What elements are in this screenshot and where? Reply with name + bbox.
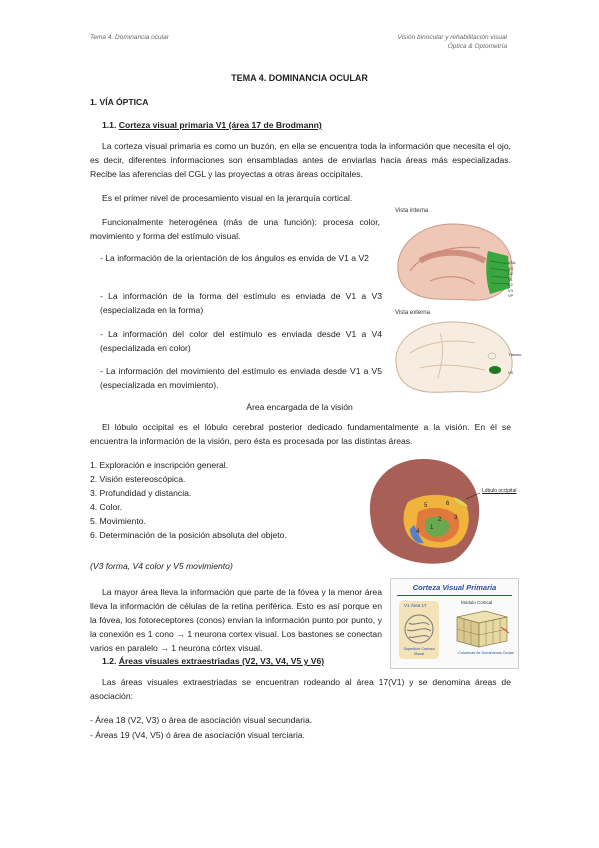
list-item: 5. Movimiento. [90, 516, 146, 526]
numbered-list [90, 458, 360, 542]
brain-views-figure [390, 208, 520, 398]
cortical-module-cube [451, 607, 511, 649]
note-text: (V3 forma, V4 color y V5 movimiento) [90, 561, 233, 571]
figure-label-occipital: Lóbulo occipital [482, 488, 517, 494]
list-item: 1. Exploración e inscripción general. [90, 460, 229, 470]
subsection-number: 1.1. [102, 120, 117, 130]
figure-label-internal: Vista interna [395, 208, 429, 214]
page-header-right [398, 33, 507, 51]
list-item: 2. Visión estereoscópica. [90, 474, 186, 484]
area-number: 6 [446, 501, 450, 507]
area-number: 2 [438, 517, 442, 523]
area-label: V3 [508, 265, 513, 271]
figure-title: Corteza Visual Primaria [412, 583, 497, 592]
label-talamo: Tálamo [508, 352, 522, 357]
page-title: TEMA 4. DOMINANCIA OCULAR [231, 73, 368, 83]
area-label: V3A [508, 260, 516, 265]
list-item: 6. Determinación de la posición absoluta del objeto. [90, 530, 287, 540]
primary-visual-cortex-figure [390, 578, 519, 669]
surface-label: Superficie Corteza Visual [403, 647, 435, 656]
v1-label: V1 Área 17 [404, 603, 427, 608]
area-number: 5 [424, 503, 428, 509]
figure-caption: Área encargada de la visión [246, 402, 353, 412]
figure-label-external: Vista externa [395, 310, 430, 316]
area-label: V1 [508, 276, 513, 282]
subsection-heading-1 [102, 118, 322, 132]
paragraph-2: Es el primer nivel de procesamiento visual en la jerarquía cortical. [102, 193, 353, 203]
label-v5: V5 [508, 370, 513, 375]
brain-internal-view [390, 216, 520, 306]
subsection-number: 1.2. [102, 656, 117, 666]
subsection-title: Corteza visual primaria V1 (área 17 de Brodmann) [118, 120, 322, 130]
area-label: VP [508, 293, 514, 298]
area-label: V3 [508, 287, 513, 293]
list-item: 4. Color. [90, 502, 123, 512]
cortex-surface-pattern [403, 613, 435, 645]
area-number: 1 [430, 525, 434, 531]
header-right-line2: Óptica & Optometría [447, 43, 507, 50]
paragraph-3: Funcionalmente heterogénea (más de una función): procesa color, movimiento y forma del estímulo visual. [90, 217, 380, 241]
area-labels [508, 260, 516, 299]
paragraph-6: Las áreas visuales extraestriadas se encuentran rodeando al área 17(V1) y se denomina áreas de asociación: [90, 677, 511, 701]
columns-label: Columnas de Dominancia Ocular [458, 651, 514, 655]
area-number: 3 [454, 515, 458, 521]
area-label: V2 [508, 271, 513, 276]
bullet-item: - La información de la orientación de los ángulos es envida de V1 a V2 [100, 253, 369, 263]
bullet-item: - La información del color del estímulo es enviada desde V1 a V4 (especializada en color) [100, 329, 382, 353]
paragraph-4: El lóbulo occipital es el lóbulo cerebral posterior dedicado fundamentalmente a la visión. En él se encuentra la información de la visión, pero ésta es procesada por las distintas áreas. [90, 422, 511, 446]
occipital-lobe-figure [368, 457, 518, 567]
list-item: 3. Profundidad y distancia. [90, 488, 192, 498]
section-heading: 1. VÍA ÓPTICA [90, 97, 149, 107]
area-label: V2 [508, 282, 513, 287]
subsection-heading-2 [102, 654, 324, 668]
area-number: 4 [416, 529, 420, 535]
bullet-item: - Áreas 19 (V4, V5) ó área de asociación visual terciaria. [90, 730, 305, 740]
occipital-lobe-diagram [368, 457, 518, 567]
subsection-title: Áreas visuales extraestriadas (V2, V3, V4, V5 y V6) [118, 656, 325, 666]
module-label: Módulo Cortical [461, 600, 493, 605]
page-header-left: Tema 4. Dominancia ocular [90, 34, 169, 41]
brain-external-view [390, 318, 520, 398]
paragraph-1: La corteza visual primaria es como un buzón, en ella se encuentra toda la información que necesita el ojo, es decir, diferentes informaciones son ensambladas antes de enviarlas hacia áreas más especializadas. Recibe las aferencias del CGL y las proyectas a otras áreas occipitales. [90, 141, 511, 179]
title-underline [397, 595, 512, 596]
bullet-item: - La información de la forma del estímulo es enviada de V1 a V3 (especializada en la forma) [100, 291, 382, 315]
bullet-item: - Área 18 (V2, V3) o área de asociación visual secundaria. [90, 715, 313, 725]
bullet-item: - La información del movimiento del estímulo es enviada desde V1 a V5 (especializada en movimiento). [100, 366, 382, 390]
paragraph-5: La mayor área lleva la información que parte de la fóvea y la menor área lleva la información de células de la retina periférica. Esto es así porque en la fóvea, los fotoreceptores (conos) envían la información punto por punto, y la conexión es 1 cono → 1 neurona cortex visual. Los bastones se conectan varios en paralelo → 1 neurona córtex visual. [90, 587, 382, 653]
header-right-line1: Visión binocular y rehabilitación visual [397, 34, 507, 41]
